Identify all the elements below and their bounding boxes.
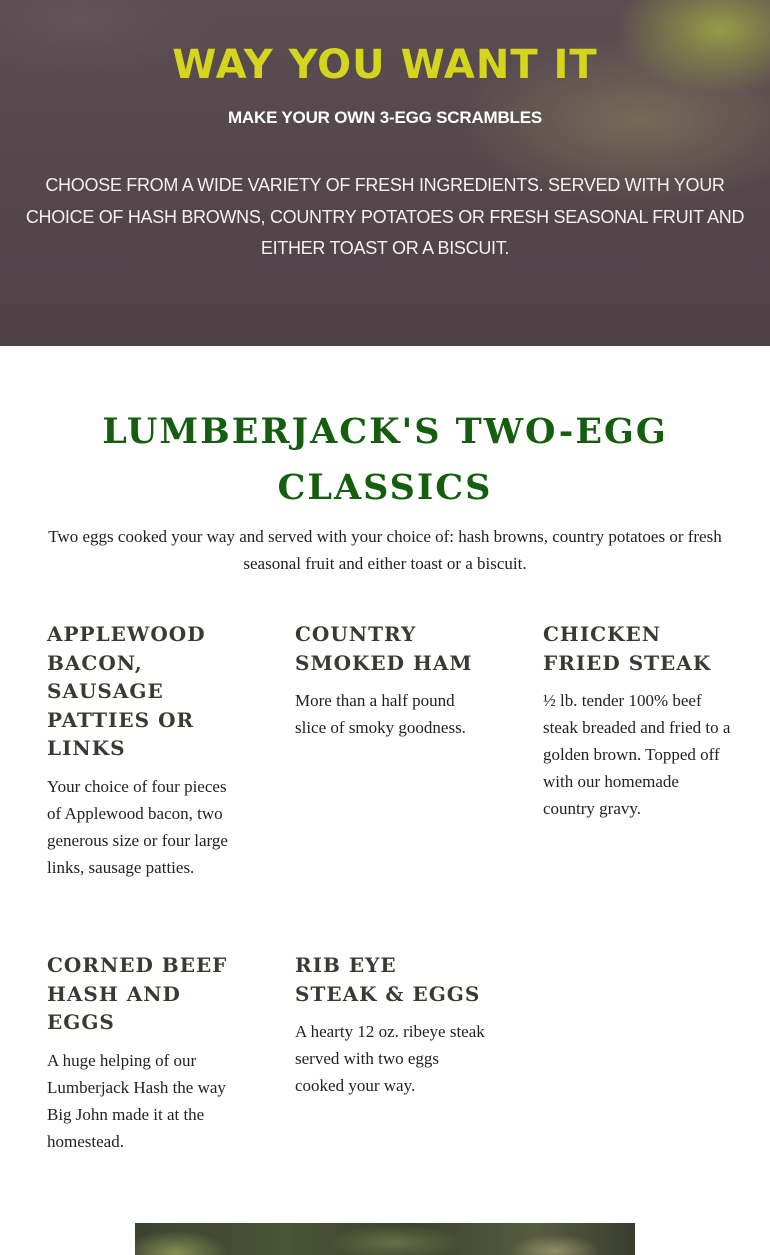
menu-item-description: A huge helping of our Lumberjack Hash the way Big John made it at the homestead. (47, 1050, 226, 1151)
menu-item-description: More than a half pound slice of smoky goodness. (295, 691, 466, 737)
hero-title: WAY YOU WANT IT (172, 41, 598, 88)
menu-item-description: ½ lb. tender 100% beef steak breaded and fried to a golden brown. Topped off with our homemade country gravy. (543, 691, 731, 818)
menu-item-name: CHICKEN FRIED STEAK (543, 622, 712, 675)
menu-item-name: COUNTRY SMOKED HAM (295, 622, 473, 675)
menu-item-description: A hearty 12 oz. ribeye steak served with two eggs cooked your way. (295, 1022, 485, 1095)
menu-item (47, 951, 237, 1155)
menu-item (295, 951, 485, 1099)
menu-item (543, 620, 733, 822)
menu-item-name: CORNED BEEF HASH AND EGGS (47, 953, 228, 1034)
menu-item (47, 620, 237, 881)
section-title: LUMBERJACK'S TWO-EGG CLASSICS (102, 411, 668, 509)
menu-item (295, 620, 485, 741)
menu-item-name: APPLEWOOD BACON, SAUSAGE PATTIES OR LINKS (47, 622, 206, 760)
menu-item-description: Your choice of four pieces of Applewood bacon, two generous size or four large links, sausage patties. (47, 776, 228, 877)
food-photo (135, 1223, 635, 1255)
hero-description: CHOOSE FROM A WIDE VARIETY OF FRESH INGREDIENTS. SERVED WITH YOUR CHOICE OF HASH BROWNS, COUNTRY POTATOES OR FRESH SEASONAL FRUIT AND EITHER TOAST OR A BISCUIT. (25, 175, 745, 258)
hero-banner (0, 0, 770, 346)
section-intro: Two eggs cooked your way and served with your choice of: hash browns, country potatoes or fresh seasonal fruit and either toast or a biscuit. (48, 527, 722, 573)
hero-subtitle: MAKE YOUR OWN 3-EGG SCRAMBLES (227, 108, 543, 128)
menu-item-name: RIB EYE STEAK & EGGS (295, 953, 481, 1006)
